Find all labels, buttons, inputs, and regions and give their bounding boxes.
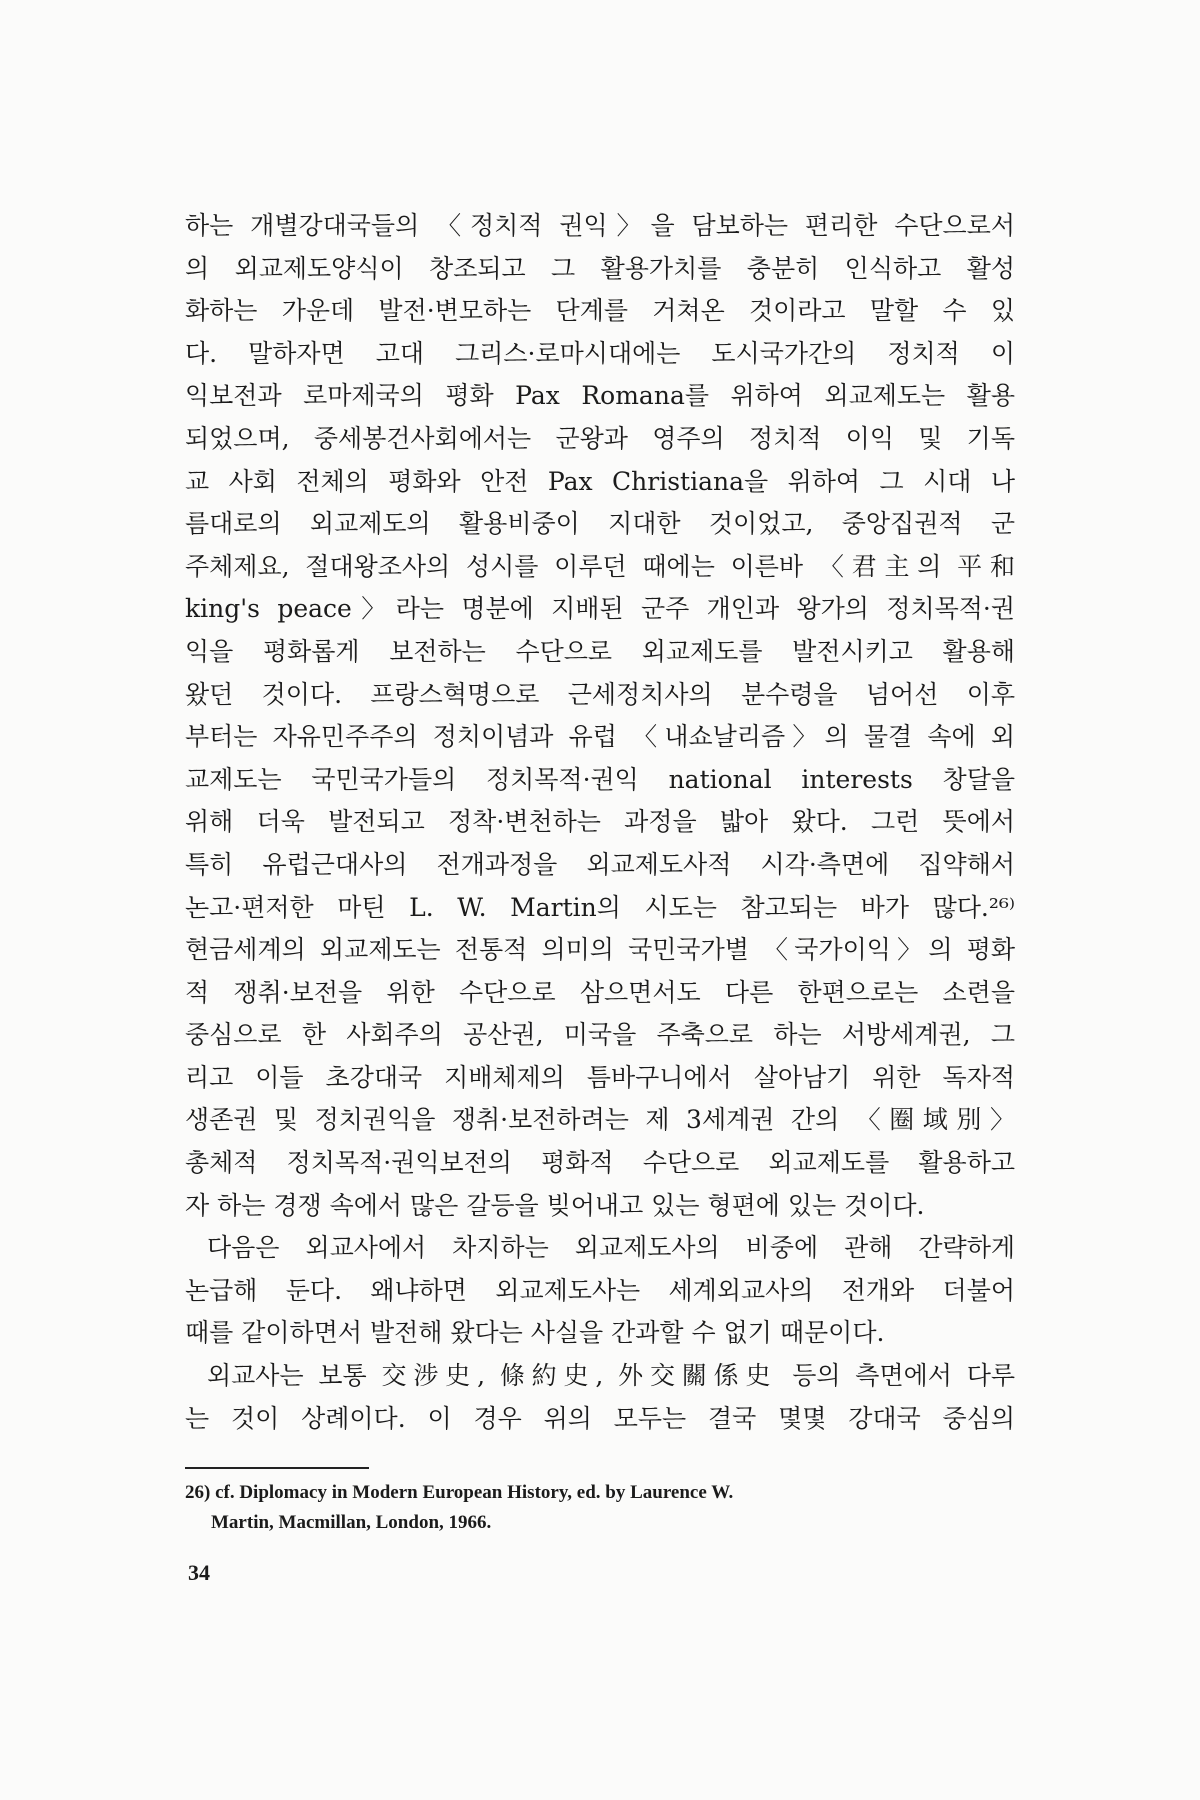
text-line: 중심으로 한 사회주의 공산권, 미국을 주축으로 하는 서방세계권, 그	[185, 1020, 1015, 1050]
text-line: 주체제요, 절대왕조사의 성시를 이루던 때에는 이른바 〈君主의 平和	[185, 551, 1015, 581]
text-line: 리고 이들 초강대국 지배체제의 틈바구니에서 살아남기 위한 독자적	[185, 1062, 1015, 1092]
text-line: 름대로의 외교제도의 활용비중이 지대한 것이었고, 중앙집권적 군	[185, 509, 1015, 539]
text-line: 화하는 가운데 발전·변모하는 단계를 거쳐온 것이라고 말할 수 있	[185, 296, 1015, 326]
text-line: 적 쟁취·보전을 위한 수단으로 삼으면서도 다른 한편으로는 소련을	[185, 977, 1015, 1007]
text-line: 부터는 자유민주주의 정치이념과 유럽 〈내쇼날리즘〉의 물결 속에 외	[185, 722, 1015, 752]
text-line: 외교사는 보통 交涉史, 條約史, 外交關係史 등의 측면에서 다루	[207, 1361, 1015, 1391]
text-line: 교 사회 전체의 평화와 안전 Pax Christiana을 위하여 그 시대 나	[185, 466, 1015, 496]
text-line: 왔던 것이다. 프랑스혁명으로 근세정치사의 분수령을 넘어선 이후	[185, 679, 1015, 709]
footnote-line: 26) cf. Diplomacy in Modern European History, ed. by Laurence W.	[185, 1482, 734, 1503]
footnote-line: Martin, Macmillan, London, 1966.	[211, 1512, 492, 1533]
text-line: 교제도는 국민국가들의 정치목적·권익 national interests 창달을	[185, 764, 1015, 794]
footnote-divider	[185, 1467, 369, 1469]
page-number: 34	[188, 1560, 210, 1585]
body-text	[185, 205, 1015, 1440]
text-line: 논고·편저한 마틴 L. W. Martin의 시도는 참고되는 바가 많다.²⁶⁾	[185, 892, 1015, 922]
text-line: 논급해 둔다. 왜냐하면 외교제도사는 세계외교사의 전개와 더불어	[185, 1275, 1015, 1305]
text-line: 하는 개별강대국들의 〈정치적 권익〉을 담보하는 편리한 수단으로서	[185, 211, 1015, 240]
footnote	[185, 1478, 1015, 1538]
text-line: 특히 유럽근대사의 전개과정을 외교제도사적 시각·측면에 집약해서	[185, 849, 1015, 879]
text-line: 자 하는 경쟁 속에서 많은 갈등을 빚어내고 있는 형편에 있는 것이다.	[185, 1190, 925, 1220]
text-line: 다음은 외교사에서 차지하는 외교제도사의 비중에 관해 간략하게	[207, 1233, 1015, 1263]
text-line: 생존권 및 정치권익을 쟁취·보전하려는 제 3세계권 간의 〈圈域別〉	[185, 1105, 1015, 1135]
text-line: 다. 말하자면 고대 그리스·로마시대에는 도시국가간의 정치적 이	[185, 338, 1015, 368]
text-line: king's peace〉라는 명분에 지배된 군주 개인과 왕가의 정치목적·권	[185, 594, 1015, 624]
text-line: 익보전과 로마제국의 평화 Pax Romana를 위하여 외교제도는 활용	[185, 381, 1015, 411]
text-line: 는 것이 상례이다. 이 경우 위의 모두는 결국 몇몇 강대국 중심의	[185, 1403, 1015, 1433]
text-line: 되었으며, 중세봉건사회에서는 군왕과 영주의 정치적 이익 및 기독	[185, 423, 1015, 453]
text-line: 총체적 정치목적·권익보전의 평화적 수단으로 외교제도를 활용하고	[185, 1148, 1015, 1178]
text-line: 때를 같이하면서 발전해 왔다는 사실을 간과할 수 없기 때문이다.	[185, 1318, 885, 1348]
text-line: 익을 평화롭게 보전하는 수단으로 외교제도를 발전시키고 활용해	[185, 636, 1015, 666]
text-line: 현금세계의 외교제도는 전통적 의미의 국민국가별 〈국가이익〉의 평화	[185, 935, 1015, 965]
text-line: 위해 더욱 발전되고 정착·변천하는 과정을 밟아 왔다. 그런 뜻에서	[185, 807, 1015, 837]
text-line: 의 외교제도양식이 창조되고 그 활용가치를 충분히 인식하고 활성	[185, 253, 1015, 283]
